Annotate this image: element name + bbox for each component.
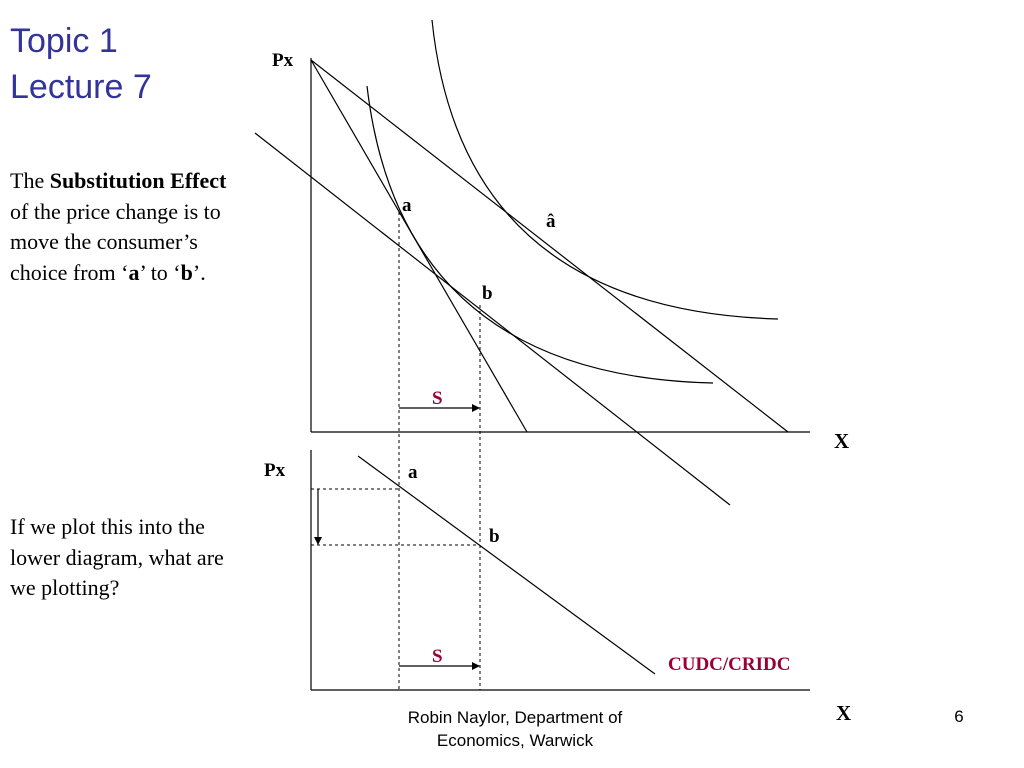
substitution-effect-term: Substitution Effect (49, 168, 227, 193)
demand-curve-label: CUDC/CRIDC (668, 654, 791, 675)
para1-point-a: a (128, 259, 140, 285)
compensated-budget-line (255, 133, 730, 505)
footer-line-1: Robin Naylor, Department of (407, 708, 623, 727)
para1-text-4: ’. (192, 259, 206, 285)
lower-indifference-curve (367, 86, 713, 383)
para1-text-2: of the price change is to move the consumer’s choice from ‘ (10, 198, 221, 285)
page-number: 6 (954, 707, 964, 726)
title-line-1: Topic 1 (10, 22, 118, 60)
higher-indifference-curve (432, 20, 778, 319)
lower-substitution-label: S (432, 646, 443, 667)
para1-text-3: ’ to ‘ (139, 259, 181, 285)
original-budget-line (311, 60, 788, 432)
question-text: If we plot this into the lower diagram, what are we plotting? (10, 514, 224, 600)
footer-line-2: Economics, Warwick (436, 731, 594, 750)
lower-y-axis-label: Px (264, 460, 286, 481)
footer-credit (380, 706, 650, 752)
lower-point-a-label: a (408, 462, 418, 483)
upper-point-b-label: b (482, 283, 493, 304)
upper-point-a-label: a (402, 195, 412, 216)
compensated-demand-curve (358, 456, 655, 674)
upper-x-axis-label: X (834, 429, 850, 453)
upper-point-a-hat-label: â (546, 211, 556, 232)
upper-y-axis-label: Px (272, 50, 294, 71)
title-line-2: Lecture 7 (10, 68, 152, 106)
para1-text-1: The (10, 168, 50, 193)
upper-substitution-label: S (432, 388, 443, 409)
para1-point-b: b (180, 259, 193, 285)
lower-point-b-label: b (489, 526, 500, 547)
lower-x-axis-label: X (836, 701, 852, 725)
